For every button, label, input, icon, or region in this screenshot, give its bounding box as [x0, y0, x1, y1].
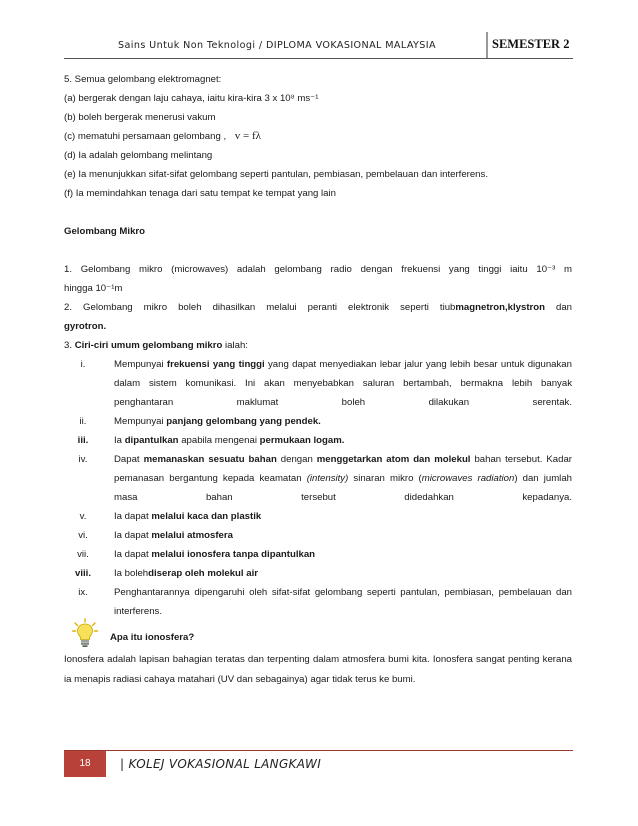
page-footer [64, 750, 573, 776]
footer-rule [64, 750, 573, 751]
list-item-num: ix. [78, 587, 88, 598]
list-item-num: vi. [78, 530, 88, 541]
page-content [64, 70, 572, 621]
list-item-bold: diserap oleh molekul air [148, 568, 258, 579]
list-item [64, 431, 572, 450]
list-item-bold: memanaskan sesuatu bahan [143, 454, 277, 465]
list-item-num: vii. [77, 549, 89, 560]
list-item-text: Ia dapat [114, 511, 149, 522]
list-item-text: Mempunyai [114, 416, 164, 427]
list-item-bold: permukaan logam. [259, 435, 345, 446]
header-rule [64, 58, 573, 59]
tip-body: Ionosfera adalah lapisan bahagian teratas dan terpenting dalam atmosfera bumi kita. Ionosfera sangat penting kerana ia menapis radiasi cahaya matahari (UV dan sebagainya) agar tidak terus ke bumi. [64, 654, 572, 685]
header-divider [486, 32, 488, 59]
micro-point-3 [64, 336, 572, 355]
list-item-text: Penghantarannya dipengaruhi oleh sifat-sifat gelombang seperti pantulan, pembiasan, pembelauan dan interferens. [114, 587, 572, 617]
list-item-bold: dipantulkan [124, 435, 179, 446]
list-item-text: Ia dapat [114, 549, 149, 560]
micro-point-2-pre: 2. Gelombang mikro boleh dihasilkan melalui peranti elektronik seperti tiub [64, 302, 456, 313]
footer-text: | KOLEJ VOKASIONAL LANGKAWI [120, 757, 322, 771]
list-item-italic: (intensity) [306, 473, 349, 484]
wave-equation: v = fλ [234, 130, 261, 142]
list-item [64, 355, 572, 412]
list-item-bold: melalui atmosfera [151, 530, 233, 541]
list-item-text: dengan [280, 454, 313, 465]
list-item-text: Ia dapat [114, 530, 149, 541]
micro-point-3-bold: Ciri-ciri umum gelombang mikro [74, 340, 223, 351]
section5-item-b: (b) boleh bergerak menerusi vakum [64, 112, 216, 123]
list-item-text: ) dan jumlah masa bahan tersebut didedahkan kepadanya. [114, 473, 572, 503]
header-title: Sains Untuk Non Teknologi / DIPLOMA VOKASIONAL MALAYSIA [118, 40, 436, 51]
micro-point-1-line2: hingga 10⁻¹m [64, 283, 123, 294]
micro-point-2-line2: gyrotron. [64, 321, 107, 332]
list-item-num: v. [79, 511, 87, 522]
section5-heading: 5. Semua gelombang elektromagnet: [64, 74, 222, 85]
section5-item-a: (a) bergerak dengan laju cahaya, iaitu kira-kira 3 x 10⁸ ms⁻¹ [64, 93, 319, 104]
list-item-num: viii. [75, 568, 91, 579]
list-item-text: bahan tersebut. Kadar pemanasan bergantung kepada keamatan [114, 454, 572, 484]
header-semester: SEMESTER 2 [492, 37, 570, 51]
list-item [64, 526, 572, 545]
page-header [0, 30, 638, 60]
list-item-text: Mempunyai [114, 359, 164, 370]
list-item-text: Ia [114, 435, 123, 446]
micro-point-2-line1 [64, 298, 572, 317]
list-item [64, 583, 572, 621]
section5-item-c [64, 127, 572, 146]
micro-point-3-post: ialah: [225, 340, 248, 351]
list-item-bold: melalui ionosfera tanpa dipantulkan [151, 549, 316, 560]
list-item [64, 450, 572, 507]
list-item-bold: panjang gelombang yang pendek. [166, 416, 321, 427]
list-item [64, 564, 572, 583]
list-item-num: i. [80, 359, 86, 370]
section5-item-e: (e) Ia menunjukkan sifat-sifat gelombang seperti pantulan, pembiasan, pembelauan dan interferens. [64, 169, 488, 180]
section-title-microwave: Gelombang Mikro [64, 226, 146, 237]
list-item [64, 545, 572, 564]
section5-item-f: (f) Ia memindahkan tenaga dari satu tempat ke tempat yang lain [64, 188, 336, 199]
tip-title: Apa itu ionosfera? [110, 632, 195, 643]
list-item-bold: menggetarkan atom dan molekul [316, 454, 471, 465]
page-number: 18 [64, 751, 106, 777]
micro-point-2-post: dan [556, 302, 573, 313]
list-item-text: yang dapat menyediakan lebar jalur yang lebih besar untuk digunakan dalam sistem komunikasi. Ini akan menyebabkan saluran bertambah, bermakna lebih banyak penghantaran maklumat boleh dilakukan serentak. [114, 359, 572, 408]
list-item-text: Dapat [114, 454, 140, 465]
list-item [64, 412, 572, 431]
list-item-num: ii. [79, 416, 87, 427]
list-item-text: apabila mengenai [181, 435, 257, 446]
list-item-num: iii. [77, 435, 89, 446]
micro-point-3-num: 3. [64, 340, 73, 351]
list-item-italic: microwaves radiation [421, 473, 515, 484]
lightbulb-icon [72, 618, 98, 648]
list-item-text: sinaran mikro ( [353, 473, 422, 484]
list-item-text: Ia boleh [114, 568, 149, 579]
micro-point-1-line1: 1. Gelombang mikro (microwaves) adalah gelombang radio dengan frekuensi yang tinggi iaitu 10⁻³ m [64, 264, 572, 275]
micro-point-2-bold: magnetron,klystron [455, 302, 545, 313]
section5-item-d: (d) Ia adalah gelombang melintang [64, 150, 213, 161]
list-item [64, 507, 572, 526]
list-item-bold: frekuensi yang tinggi [166, 359, 265, 370]
list-item-num: iv. [78, 454, 88, 465]
list-item-bold: melalui kaca dan plastik [151, 511, 262, 522]
section5-item-c-text: (c) mematuhi persamaan gelombang , [64, 131, 227, 142]
